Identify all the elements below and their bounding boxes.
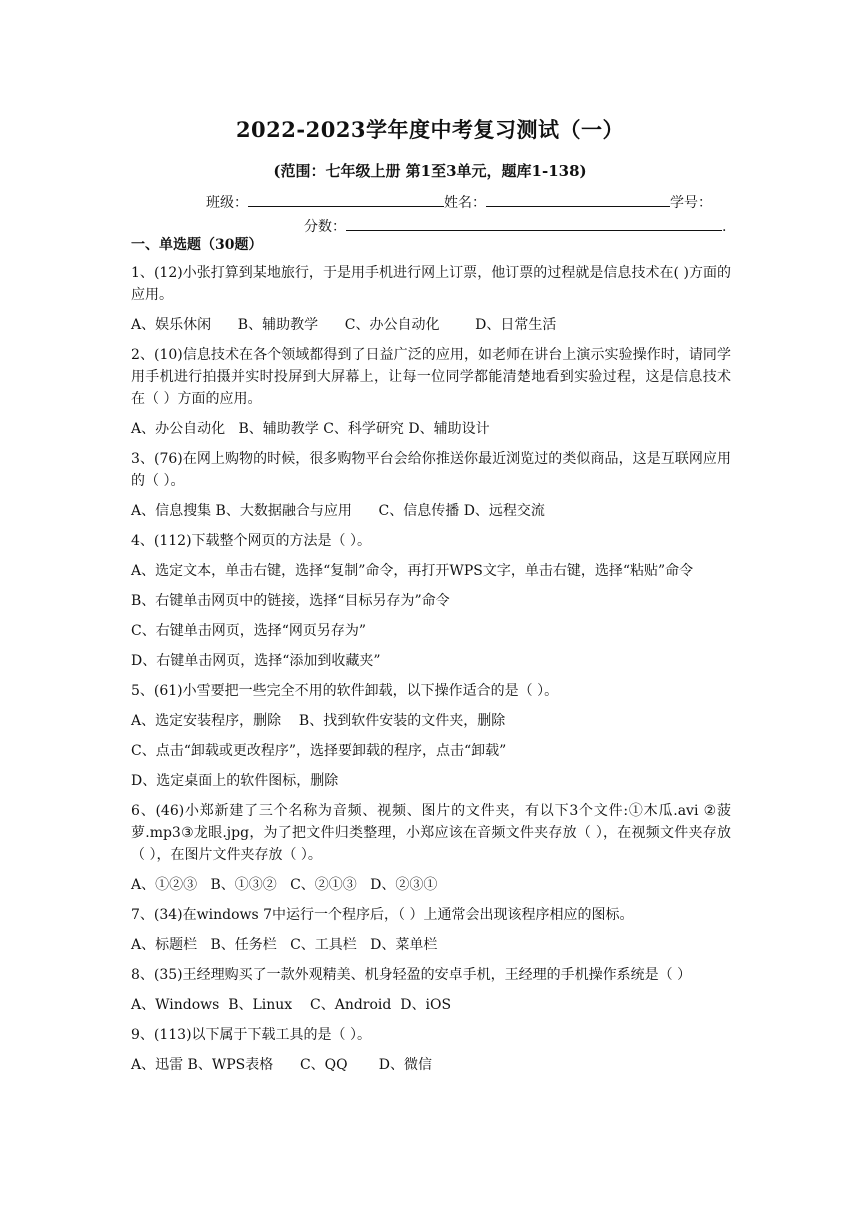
question-options: A、Windows B、Linux C、Android D、iOS	[131, 997, 452, 1013]
question-item	[131, 1024, 731, 1076]
question-options: A、娱乐休闲 B、辅助教学 C、办公自动化 D、日常生活	[131, 317, 557, 333]
question-item	[131, 680, 731, 792]
option-a-b: A、选定安装程序，删除 B、找到软件安装的文件夹，删除	[131, 713, 506, 729]
question-options: A、信息搜集 B、大数据融合与应用 C、信息传播 D、远程交流	[131, 503, 545, 519]
question-item	[131, 344, 731, 440]
question-item	[131, 904, 731, 956]
question-text: 1、(12)小张打算到某地旅行，于是用手机进行网上订票，他订票的过程就是信息技术在( )方面的应用。	[131, 265, 731, 303]
option-d: D、选定桌面上的软件图标，删除	[131, 773, 339, 789]
question-text: 8、(35)王经理购买了一款外观精美、机身轻盈的安卓手机，王经理的手机操作系统是（ ）	[131, 967, 692, 983]
name-label: 姓名：	[444, 195, 486, 211]
score-row	[304, 216, 726, 236]
option-a: A、选定文本，单击右键，选择“复制”命令，再打开WPS文字，单击右键，选择“粘贴”命令	[131, 563, 694, 579]
page-title: 2022-2023学年度中考复习测试（一）	[235, 117, 625, 142]
question-options: A、标题栏 B、任务栏 C、工具栏 D、菜单栏	[131, 937, 438, 953]
option-c: C、右键单击网页，选择“网页另存为”	[131, 623, 367, 639]
score-field[interactable]	[346, 216, 722, 231]
page-subtitle: (范围：七年级上册 第1至3单元，题库1-138)	[273, 162, 587, 180]
question-text: 9、(113)以下属于下载工具的是（ ）。	[131, 1027, 372, 1043]
student-info-row	[206, 192, 712, 212]
score-end-mark: .	[722, 219, 727, 235]
question-text: 2、(10)信息技术在各个领域都得到了日益广泛的应用，如老师在讲台上演示实验操作时，请同学用手机进行拍摄并实时投屏到大屏幕上，让每一位同学都能清楚地看到实验过程，这是信息技术在（ ）方面的应用。	[131, 347, 731, 407]
score-label: 分数：	[304, 219, 346, 235]
name-field[interactable]	[486, 192, 670, 207]
option-c: C、点击“卸载或更改程序”，选择要卸载的程序，点击“卸载”	[131, 743, 507, 759]
question-text: 6、(46)小郑新建了三个名称为音频、视频、图片的文件夹，有以下3个文件:①木瓜.avi ②菠萝.mp3③龙眼.jpg，为了把文件归类整理，小郑应该在音频文件夹存放（ ），在视频文件夹存放（ ），在图片文件夹存放（ ）。	[131, 803, 731, 863]
question-text: 4、(112)下载整个网页的方法是（ ）。	[131, 533, 372, 549]
question-item	[131, 262, 731, 336]
question-item	[131, 530, 731, 672]
question-item	[131, 800, 731, 896]
question-list	[131, 262, 731, 1084]
option-d: D、右键单击网页，选择“添加到收藏夹”	[131, 653, 381, 669]
question-text: 7、(34)在windows 7中运行一个程序后，（ ）上通常会出现该程序相应的图标。	[131, 907, 634, 923]
class-label: 班级：	[206, 195, 248, 211]
option-b: B、右键单击网页中的链接，选择“目标另存为”命令	[131, 593, 450, 609]
question-text: 3、(76)在网上购物的时候，很多购物平台会给你推送你最近浏览过的类似商品，这是互联网应用的（ ）。	[131, 451, 731, 489]
question-item	[131, 964, 731, 1016]
question-options: A、办公自动化 B、辅助教学 C、科学研究 D、辅助设计	[131, 421, 490, 437]
section-title: 一、单选题（30题）	[131, 237, 263, 253]
class-field[interactable]	[248, 192, 444, 207]
question-options: A、①②③ B、①③② C、②①③ D、②③①	[131, 877, 438, 893]
question-item	[131, 448, 731, 522]
id-label: 学号：	[670, 195, 712, 211]
question-options: A、迅雷 B、WPS表格 C、QQ D、微信	[131, 1057, 432, 1073]
question-text: 5、(61)小雪要把一些完全不用的软件卸载，以下操作适合的是（ ）。	[131, 683, 559, 699]
